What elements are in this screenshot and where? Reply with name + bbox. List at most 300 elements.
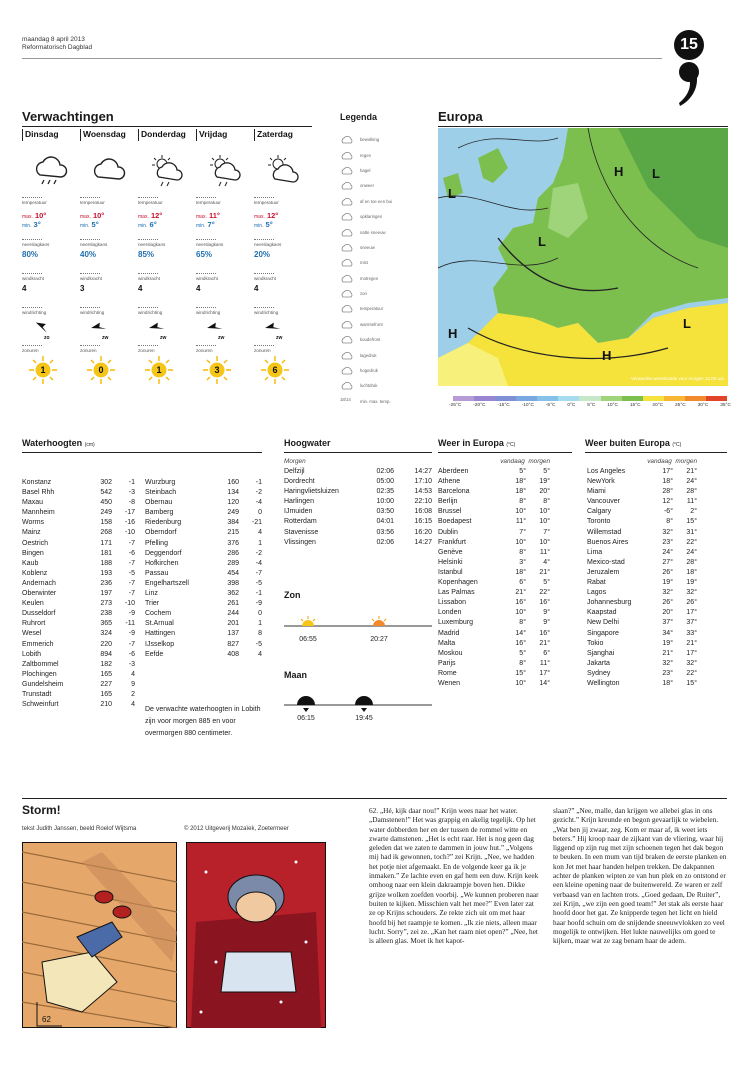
- legend-item-icon: [340, 212, 354, 221]
- scale-label: -5°C: [545, 403, 556, 408]
- forecast-wind-dir: zw: [160, 335, 167, 341]
- waterhoogte-row: Keulen 273 -10: [22, 600, 135, 608]
- forecast-precip-label: neerslagkans: [138, 242, 166, 247]
- legend-item-icon: [340, 274, 354, 283]
- legend-item-label: lagedruk: [360, 352, 377, 358]
- waterhoogte-row: Wesel 324 -9: [22, 630, 135, 638]
- waterhoogte-row: Oestrich 171 -7: [22, 539, 135, 547]
- comic-credit: tekst Judith Janssen, beeld Roelof Wijtsma: [22, 826, 137, 832]
- sunset-time: 20:27: [370, 636, 388, 643]
- sun-hours-icon: [28, 355, 58, 385]
- europe-section: [438, 109, 483, 124]
- waterhoogte-row: Cochem 244 0: [145, 610, 262, 618]
- svg-text:H: H: [602, 348, 612, 363]
- waterhoogte-row: Plochingen 165 4: [22, 670, 135, 678]
- comic-panel-right: [186, 842, 326, 1028]
- legend-item: [340, 317, 420, 332]
- comic-text-col2: [553, 806, 727, 945]
- sunset-icon: [372, 616, 386, 626]
- scale-swatch: [558, 396, 579, 401]
- forecast-day-5: Zaterdag temperatuur max. 12° min. 5° neerslagkans 20% windkracht 4 windrichting zw zonuren 6: [254, 129, 308, 385]
- waterhoogte-row: IJsselkop 827 -5: [145, 640, 262, 648]
- forecast-wind-label: windkracht: [138, 276, 160, 281]
- waterhoogte-row: Kaub 188 -7: [22, 559, 135, 567]
- forecast-sun-label: zonuren: [138, 348, 155, 353]
- forecast-precip: 65%: [196, 250, 213, 259]
- comic-panel-number: 62: [42, 1015, 51, 1024]
- weer-europa-section: [438, 438, 572, 448]
- legend-item-icon: [340, 258, 354, 267]
- legend-item-label: af en toe een bui: [360, 198, 393, 204]
- legend-item-icon: [340, 351, 354, 360]
- weer-buiten-row: Los Angeles 17° 21°: [587, 468, 697, 475]
- svg-text:L: L: [538, 234, 546, 249]
- waterhoogte-row: Pfelling 376 1: [145, 539, 262, 547]
- moonrise-icon: [297, 696, 315, 705]
- hoogwater-row: Haringvlietsluizen 02:35 14:53: [284, 488, 432, 496]
- weer-europa-row: Frankfurt 10° 10°: [438, 538, 550, 546]
- zon-title: Zon: [284, 590, 301, 600]
- weer-europa-row: Londen 10° 9°: [438, 609, 550, 617]
- legend-item-label: motregen: [360, 275, 379, 281]
- sun-hours-icon: [260, 355, 290, 385]
- forecast-sun-label: zonuren: [80, 348, 97, 353]
- weer-europa-row: Dublin 7° 7°: [438, 528, 550, 536]
- forecast-wind: 4: [196, 284, 201, 293]
- weer-buiten-rule: [585, 452, 727, 453]
- waterhoogte-row: St.Arnual 201 1: [145, 620, 262, 628]
- comic-copyright: © 2012 Uitgeverij Mozaïek, Zoetermeer: [184, 826, 289, 832]
- legend-item-label: luchtdruk: [360, 383, 378, 389]
- waterhoogte-row: Andernach 236 -7: [22, 579, 135, 587]
- weer-buiten-row: Tokio 19° 21°: [587, 639, 697, 647]
- forecast-temp-label: temperatuur: [196, 200, 221, 205]
- waterhoogte-row: Riedenburg 384 -21: [145, 519, 262, 527]
- legend-item: [340, 394, 420, 409]
- weer-europa-row: Rome 15° 17°: [438, 669, 550, 677]
- weer-buiten-row: Wellington 18° 15°: [587, 679, 697, 687]
- sun-cloud-icon: [264, 153, 300, 189]
- legend-item-icon: [340, 366, 354, 375]
- waterhoogte-row: Wurzburg 160 -1: [145, 479, 262, 486]
- waterhoogte-row: Mainz 268 -10: [22, 529, 135, 537]
- waterhoogte-row: Trunstadt 165 2: [22, 690, 135, 698]
- legend: [340, 112, 420, 409]
- sun-hours-icon: [86, 355, 116, 385]
- comic-title: Storm!: [22, 803, 61, 817]
- weer-buiten-row: Vancouver 12° 11°: [587, 498, 697, 506]
- wind-arrow-icon: [146, 319, 170, 341]
- moonset-icon: [355, 696, 373, 705]
- forecast-wind-label: windkracht: [254, 276, 276, 281]
- scale-label: -10°C: [521, 403, 534, 408]
- hoogwater-row: Stavenisse 03:56 16:20: [284, 528, 432, 536]
- forecast-day-4: Vrijdag temperatuur max. 11° min. 7° neerslagkans 65% windkracht 4 windrichting zw zonuren 3: [196, 129, 250, 385]
- legend-item: [340, 271, 420, 286]
- weer-buiten-row: New Delhi 37° 37°: [587, 619, 697, 627]
- weer-buiten-row: Calgary -6° 2°: [587, 508, 697, 516]
- hoogwater-row: Harlingen 10:00 22:10: [284, 498, 432, 506]
- forecast-dir-label: windrichting: [22, 310, 47, 315]
- weer-europa-row: Madrid 14° 16°: [438, 629, 550, 637]
- forecast-max-temp: 12°: [266, 211, 279, 220]
- forecast-sun-hours: 1: [156, 365, 162, 375]
- maan-diagram: [284, 686, 432, 724]
- hoogwater-row: Vlissingen 02:06 14:27: [284, 538, 432, 546]
- masthead: [22, 36, 92, 52]
- forecast-max-temp: 11°: [208, 211, 220, 220]
- waterhoogte-row: Eefde 408 4: [145, 650, 262, 658]
- legend-item-label: mist: [360, 260, 368, 266]
- weer-buiten-title: Weer buiten Europa (°C): [585, 438, 682, 448]
- cloud-icon: [90, 153, 126, 189]
- weer-europa-rule: [438, 452, 572, 453]
- legend-item-icon: [340, 197, 354, 206]
- waterhoogten-note: De verwachte waterhoogten in Lobith zijn voor morgen 885 en voor overmorgen 880 centimeter.: [145, 706, 261, 737]
- cloud-rain-icon: [32, 153, 68, 189]
- waterhoogten-title: Waterhoogten (cm): [22, 438, 95, 448]
- sunrise-icon: [301, 616, 315, 626]
- wind-arrow-icon: [30, 319, 54, 341]
- forecast-wind-dir: zw: [102, 335, 109, 341]
- forecast-temp-label: temperatuur: [254, 200, 279, 205]
- legend-item: [340, 147, 420, 162]
- weer-buiten-row: Johannesburg 26° 26°: [587, 599, 697, 607]
- forecast-precip-label: neerslagkans: [22, 242, 50, 247]
- comic-text-col1: [369, 806, 541, 945]
- weer-europa-row: Brussel 10° 10°: [438, 508, 550, 516]
- forecast-max-temp: 12°: [150, 211, 163, 220]
- waterhoogte-row: Obernau 120 -4: [145, 499, 262, 507]
- forecast-temp-label: temperatuur: [138, 200, 163, 205]
- waterhoogte-row: Schweinfurt 210 4: [22, 701, 135, 709]
- weer-europa-row: Moskou 5° 6°: [438, 649, 550, 657]
- legend-item: [340, 286, 420, 301]
- legend-item: [340, 194, 420, 209]
- temperature-scale-labels: [449, 403, 731, 408]
- scale-label: -15°C: [497, 403, 510, 408]
- sun-hours-icon: [144, 355, 174, 385]
- forecast-day-name: Woensdag: [83, 129, 126, 139]
- forecast-dir-label: windrichting: [254, 310, 279, 315]
- hoogwater-row: IJmuiden 03:50 16:08: [284, 508, 432, 516]
- weer-buiten-row: Mexico-stad 27° 28°: [587, 558, 697, 566]
- weer-buiten-col1: vandaag: [647, 458, 672, 465]
- forecast-rule: [22, 126, 312, 127]
- legend-item-icon: [340, 151, 354, 160]
- scale-swatch: [601, 396, 622, 401]
- forecast-min-temp: 7°: [207, 220, 215, 229]
- forecast-precip-label: neerslagkans: [196, 242, 224, 247]
- svg-text:L: L: [652, 166, 660, 181]
- scale-swatch: [643, 396, 664, 401]
- europe-map: [438, 128, 728, 386]
- forecast-sun-label: zonuren: [22, 348, 39, 353]
- waterhoogte-row: Mannheim 249 -17: [22, 509, 135, 517]
- forecast-wind-dir: zw: [218, 335, 225, 341]
- sun-cloud-rain-icon: [206, 153, 242, 189]
- waterhoogte-row: Basel Rhh 542 -3: [22, 489, 135, 497]
- legend-item: [340, 347, 420, 362]
- sun-cloud-rain-icon: [148, 153, 184, 189]
- weer-buiten-row: Sydney 23° 22°: [587, 669, 697, 677]
- comma-logo-icon: [676, 60, 704, 108]
- waterhoogte-row: Ruhrort 365 -11: [22, 620, 135, 628]
- forecast-temp-label: temperatuur: [22, 200, 47, 205]
- scale-label: 5°C: [587, 403, 596, 408]
- waterhoogte-row: Dusseldorf 238 -9: [22, 610, 135, 618]
- weer-europa-col2: morgen: [528, 458, 550, 465]
- zon-diagram: [284, 610, 432, 646]
- hoogwater-section: [284, 438, 432, 448]
- hoogwater-row: Dordrecht 05:00 17:10: [284, 478, 432, 486]
- sunrise-time: 06:55: [299, 636, 317, 643]
- waterhoogte-row: Worms 158 -16: [22, 519, 135, 527]
- forecast-precip: 40%: [80, 250, 97, 259]
- forecast-precip-label: neerslagkans: [254, 242, 282, 247]
- forecast-sun-hours: 6: [272, 365, 278, 375]
- scale-label: 20°C: [652, 403, 664, 408]
- waterhoogte-row: Linz 362 -1: [145, 590, 262, 598]
- forecast-precip: 85%: [138, 250, 155, 259]
- legend-item-icon: [340, 289, 354, 298]
- weer-buiten-row: NewYork 18° 24°: [587, 478, 697, 486]
- waterhoogte-row: Oberwinter 197 -7: [22, 590, 135, 598]
- forecast-sun-hours: 3: [214, 365, 220, 375]
- weer-europa-row: Wenen 10° 14°: [438, 679, 550, 687]
- forecast-wind: 3: [80, 284, 85, 293]
- forecast-dir-label: windrichting: [80, 310, 105, 315]
- scale-swatch: [453, 396, 474, 401]
- weer-buiten-table: [587, 467, 697, 689]
- scale-swatch: [474, 396, 495, 401]
- waterhoogte-row: Emmerich 220 -7: [22, 640, 135, 648]
- legend-item-label: min. max. temp.: [360, 398, 391, 404]
- waterhoogten-table-right: [145, 478, 262, 660]
- masthead-date: maandag 8 april 2013: [22, 36, 85, 43]
- waterhoogte-row: Deggendorf 286 -2: [145, 549, 262, 557]
- europe-rule: [438, 126, 728, 127]
- legend-item: [340, 163, 420, 178]
- waterhoogten-section: [22, 438, 262, 448]
- forecast-day-1: Dinsdag temperatuur max. 10° min. 3° neerslagkans 80% windkracht 4 windrichting zo zonuren 1: [22, 129, 76, 385]
- forecast-sun-label: zonuren: [254, 348, 271, 353]
- weer-europa-row: Athene 18° 19°: [438, 478, 550, 486]
- scale-swatch: [622, 396, 643, 401]
- legend-item: [340, 332, 420, 347]
- sun-hours-icon: [202, 355, 232, 385]
- weer-europa-row: Lissabon 16° 16°: [438, 599, 550, 607]
- weer-europa-row: Istanbul 18° 21°: [438, 568, 550, 576]
- weer-europa-table: [438, 467, 550, 689]
- scale-label: 35°C: [720, 403, 731, 408]
- forecast-day-name: Donderdag: [141, 129, 186, 139]
- hoogwater-row: Rotterdam 04:01 16:15: [284, 518, 432, 526]
- scale-label: 15°C: [629, 403, 641, 408]
- moonrise-time: 06:15: [297, 715, 315, 722]
- masthead-paper: Reformatorisch Dagblad: [22, 44, 93, 51]
- waterhoogten-rule: [22, 452, 262, 453]
- legend-item-icon: [340, 304, 354, 313]
- scale-label: 30°C: [697, 403, 709, 408]
- legend-item-label: opklaringen: [360, 214, 383, 220]
- waterhoogte-row: Hattingen 137 8: [145, 630, 262, 638]
- svg-text:L: L: [683, 316, 691, 331]
- forecast-day-2: Woensdag temperatuur max. 10° min. 5° neerslagkans 40% windkracht 3 windrichting zw zonuren 0: [80, 129, 134, 385]
- weer-europa-title: Weer in Europa (°C): [438, 438, 516, 448]
- forecast-max-temp: 10°: [92, 211, 105, 220]
- waterhoogte-row: Konstanz 302 -1: [22, 479, 135, 486]
- scale-label: 25°C: [675, 403, 686, 408]
- weer-buiten-row: Sjanghai 21° 17°: [587, 649, 697, 657]
- legend-item-label: warmtefront: [360, 321, 383, 327]
- legend-item: [340, 132, 420, 147]
- legend-item: [340, 209, 420, 224]
- scale-label: -25°C: [449, 403, 462, 408]
- comic-rule: [22, 798, 727, 799]
- forecast-wind-label: windkracht: [80, 276, 102, 281]
- legend-item: [340, 378, 420, 393]
- weer-buiten-row: Kaapstad 20° 17°: [587, 609, 697, 617]
- scale-swatch: [685, 396, 706, 401]
- legend-item: [340, 255, 420, 270]
- weer-buiten-row: Rabat 19° 19°: [587, 579, 697, 587]
- scale-label: 10°C: [607, 403, 618, 408]
- scale-swatch: [664, 396, 685, 401]
- weer-europa-row: Luxemburg 8° 9°: [438, 619, 550, 627]
- waterhoogte-row: Trier 261 -9: [145, 600, 262, 608]
- weer-europa-row: Kopenhagen 6° 5°: [438, 579, 550, 587]
- forecast-max-temp: 10°: [34, 211, 47, 220]
- forecast-wind-label: windkracht: [22, 276, 44, 281]
- waterhoogte-row: Steinbach 134 -2: [145, 489, 262, 497]
- hoogwater-rule: [284, 452, 432, 453]
- forecast-sun-hours: 1: [40, 365, 46, 375]
- weer-buiten-row: Miami 28° 28°: [587, 488, 697, 496]
- comic-text-col1-body: 62. „Hé, kijk daar nou!” Krijn wees naar het water. „Damstenen!” Het was grappig en akelig tegelijk. Op het water dobberden her en der tussen de rommel witte en zwarte damstenen. „Het is echt raar. Het is nog geen dag geleden dat we zaten te dammen in jouw hut.” „Volgens mij had ik gewonnen, toch?” zei Krijn. „Nee, we hadden het potje niet afgemaakt. En de volgende keer ga ik je inmaken.” Ze lachte even en gaf hem een duw. Krijn keek omhoog naar een klein dakraampje boven hen. Dikke grijze wolken zoefden voorbij. „We kunnen proberen naar buiten te kijken. Misschien valt het mee?” Even later zat ze op Krijns schouders. Ze rekte zich uit om met haar hoofd bij het raampje te komen. „Ik zie niets, alleen maar lucht. Sorry”, zei ze. „Kan het raam niet open?” „Nee, het is alleen glas. Moet ik het kapot-: [369, 806, 539, 946]
- europe-title: Europa: [438, 109, 483, 124]
- forecast-wind-dir: zo: [44, 335, 50, 341]
- forecast-precip: 20%: [254, 250, 271, 259]
- weer-europa-row: Las Palmas 21° 22°: [438, 589, 550, 597]
- legend-item-label: koudefront: [360, 337, 381, 343]
- waterhoogte-row: Bamberg 249 0: [145, 509, 262, 517]
- forecast-sun-hours: 0: [98, 365, 104, 375]
- svg-text:L: L: [448, 186, 456, 201]
- waterhoogte-row: Gundelsheim 227 9: [22, 680, 135, 688]
- maan-title: Maan: [284, 670, 308, 680]
- hoogwater-table: [284, 467, 432, 548]
- forecast-sun-label: zonuren: [196, 348, 213, 353]
- forecast-temp-label: temperatuur: [80, 200, 105, 205]
- forecast-wind: 4: [22, 284, 27, 293]
- scale-swatch: [516, 396, 537, 401]
- weer-europa-col1: vandaag: [500, 458, 525, 465]
- legend-item-icon: [340, 381, 354, 390]
- weer-europa-row: Malta 16° 21°: [438, 639, 550, 647]
- weer-buiten-row: Lagos 32° 32°: [587, 589, 697, 597]
- weer-buiten-row: Toronto 8° 15°: [587, 518, 697, 526]
- waterhoogte-row: Engelhartszell 398 -5: [145, 579, 262, 587]
- waterhoogte-row: Passau 454 -7: [145, 569, 262, 577]
- waterhoogte-row: Lobith 894 -6: [22, 650, 135, 658]
- comic-panel-left: [22, 842, 177, 1028]
- weer-buiten-row: Singapore 34° 33°: [587, 629, 697, 637]
- forecast-day-name: Dinsdag: [25, 129, 59, 139]
- legend-item-icon: [340, 135, 354, 144]
- weer-europa-row: Parijs 8° 11°: [438, 659, 550, 667]
- legend-item-icon: [340, 166, 354, 175]
- weer-buiten-section: [585, 438, 727, 448]
- forecast-day-3: Donderdag temperatuur max. 12° min. 6° neerslagkans 85% windkracht 4 windrichting zw zonuren 1: [138, 129, 192, 385]
- hoogwater-title: Hoogwater: [284, 438, 331, 448]
- weer-europa-row: Genève 8° 11°: [438, 548, 550, 556]
- legend-item-label: natte sneeuw: [360, 229, 386, 235]
- legend-item-icon: [340, 243, 354, 252]
- weer-europa-row: Barcelona 18° 20°: [438, 488, 550, 496]
- masthead-rule: [22, 58, 662, 59]
- waterhoogte-row: Zaltbommel 182 -3: [22, 660, 135, 668]
- scale-swatch: [495, 396, 516, 401]
- waterhoogte-row: Koblenz 193 -5: [22, 569, 135, 577]
- forecast-wind: 4: [254, 284, 259, 293]
- legend-item: [340, 178, 420, 193]
- legend-item-label: bewolking: [360, 137, 380, 143]
- legend-item-label: zon: [360, 291, 367, 297]
- forecast-wind: 4: [138, 284, 143, 293]
- legend-item-icon: [340, 181, 354, 190]
- waterhoogte-row: Maxau 450 -8: [22, 499, 135, 507]
- legend-item: [340, 301, 420, 316]
- legend-item-label: hagel: [360, 167, 371, 173]
- comic-text-col2-body: slaan?” „Nee, malle, dan krijgen we allebei glas in ons gezicht.” Krijn kreunde en begon gevaarlijk te wiebelen. „Wat ben jij zwaar, zeg. Kom er maar af, ik weet iets beters.” Hij kroop naar de zijkant van de vliering, waar hij liggend op zijn rug met zijn schoenen tegen het dak begon te beuken. In een mum van tijd braken de eerste planken en kon Jet met haar handen helpen trekken. De dakpannen achter de planken wipten ze van hun plek en zo ontstond er een kleine opening naar de buitenwereld. Ze waren er zelf verbaasd van en lachten trots. „Goed gedaan, De Ruiter”, zei Krijn, „we zijn een goed team!” Jet stak als eerste haar hoofd door het gat. Ze knipperde tegen het licht en hield haar hoofd schuin om de snijdende sneeuwvlokken zo veel mogelijk te ontwijken. Het lukte nauwelijks om goed te kijken, maar wat ze zag benam haar de adem.: [553, 806, 727, 946]
- hoogwater-row: Delfzijl 02:06 14:27: [284, 468, 432, 475]
- wind-arrow-icon: [204, 319, 228, 341]
- forecast-min-temp: 6°: [149, 220, 157, 229]
- forecast-min-temp: 5°: [91, 220, 99, 229]
- forecast-precip: 80%: [22, 250, 39, 259]
- waterhoogte-row: Oberndorf 215 4: [145, 529, 262, 537]
- scale-swatch: [537, 396, 558, 401]
- legend-item-icon: 18/14: [340, 396, 351, 402]
- weer-europa-row: Berlijn 8° 8°: [438, 498, 550, 506]
- legend-item-label: sneeuw: [360, 244, 375, 250]
- legend-item: [340, 240, 420, 255]
- legend-item-label: regen: [360, 152, 371, 158]
- forecast-wind-label: windkracht: [196, 276, 218, 281]
- forecast-min-temp: 3°: [33, 220, 41, 229]
- hoogwater-subhead: Morgen: [284, 458, 306, 465]
- page-number: 15: [674, 30, 704, 60]
- forecast-dir-label: windrichting: [138, 310, 163, 315]
- forecast-section: [22, 109, 114, 124]
- legend-item-icon: [340, 228, 354, 237]
- forecast-dir-label: windrichting: [196, 310, 221, 315]
- legend-item: [340, 363, 420, 378]
- map-caption: Verwachte weersituatie voor morgen 12.00 uur: [630, 376, 724, 381]
- svg-text:H: H: [448, 326, 458, 341]
- waterhoogte-row: Bingen 181 -6: [22, 549, 135, 557]
- legend-item-label: onweer: [360, 183, 375, 189]
- forecast-min-temp: 5°: [265, 220, 273, 229]
- waterhoogte-row: Hofkirchen 289 -4: [145, 559, 262, 567]
- forecast-day-name: Zaterdag: [257, 129, 293, 139]
- temperature-scale: [453, 396, 727, 401]
- weer-europa-row: Aberdeen 5° 5°: [438, 468, 550, 475]
- legend-item-label: temperatuur: [360, 306, 384, 312]
- moonset-time: 19:45: [355, 715, 373, 722]
- weer-europa-row: Boedapest 11° 10°: [438, 518, 550, 526]
